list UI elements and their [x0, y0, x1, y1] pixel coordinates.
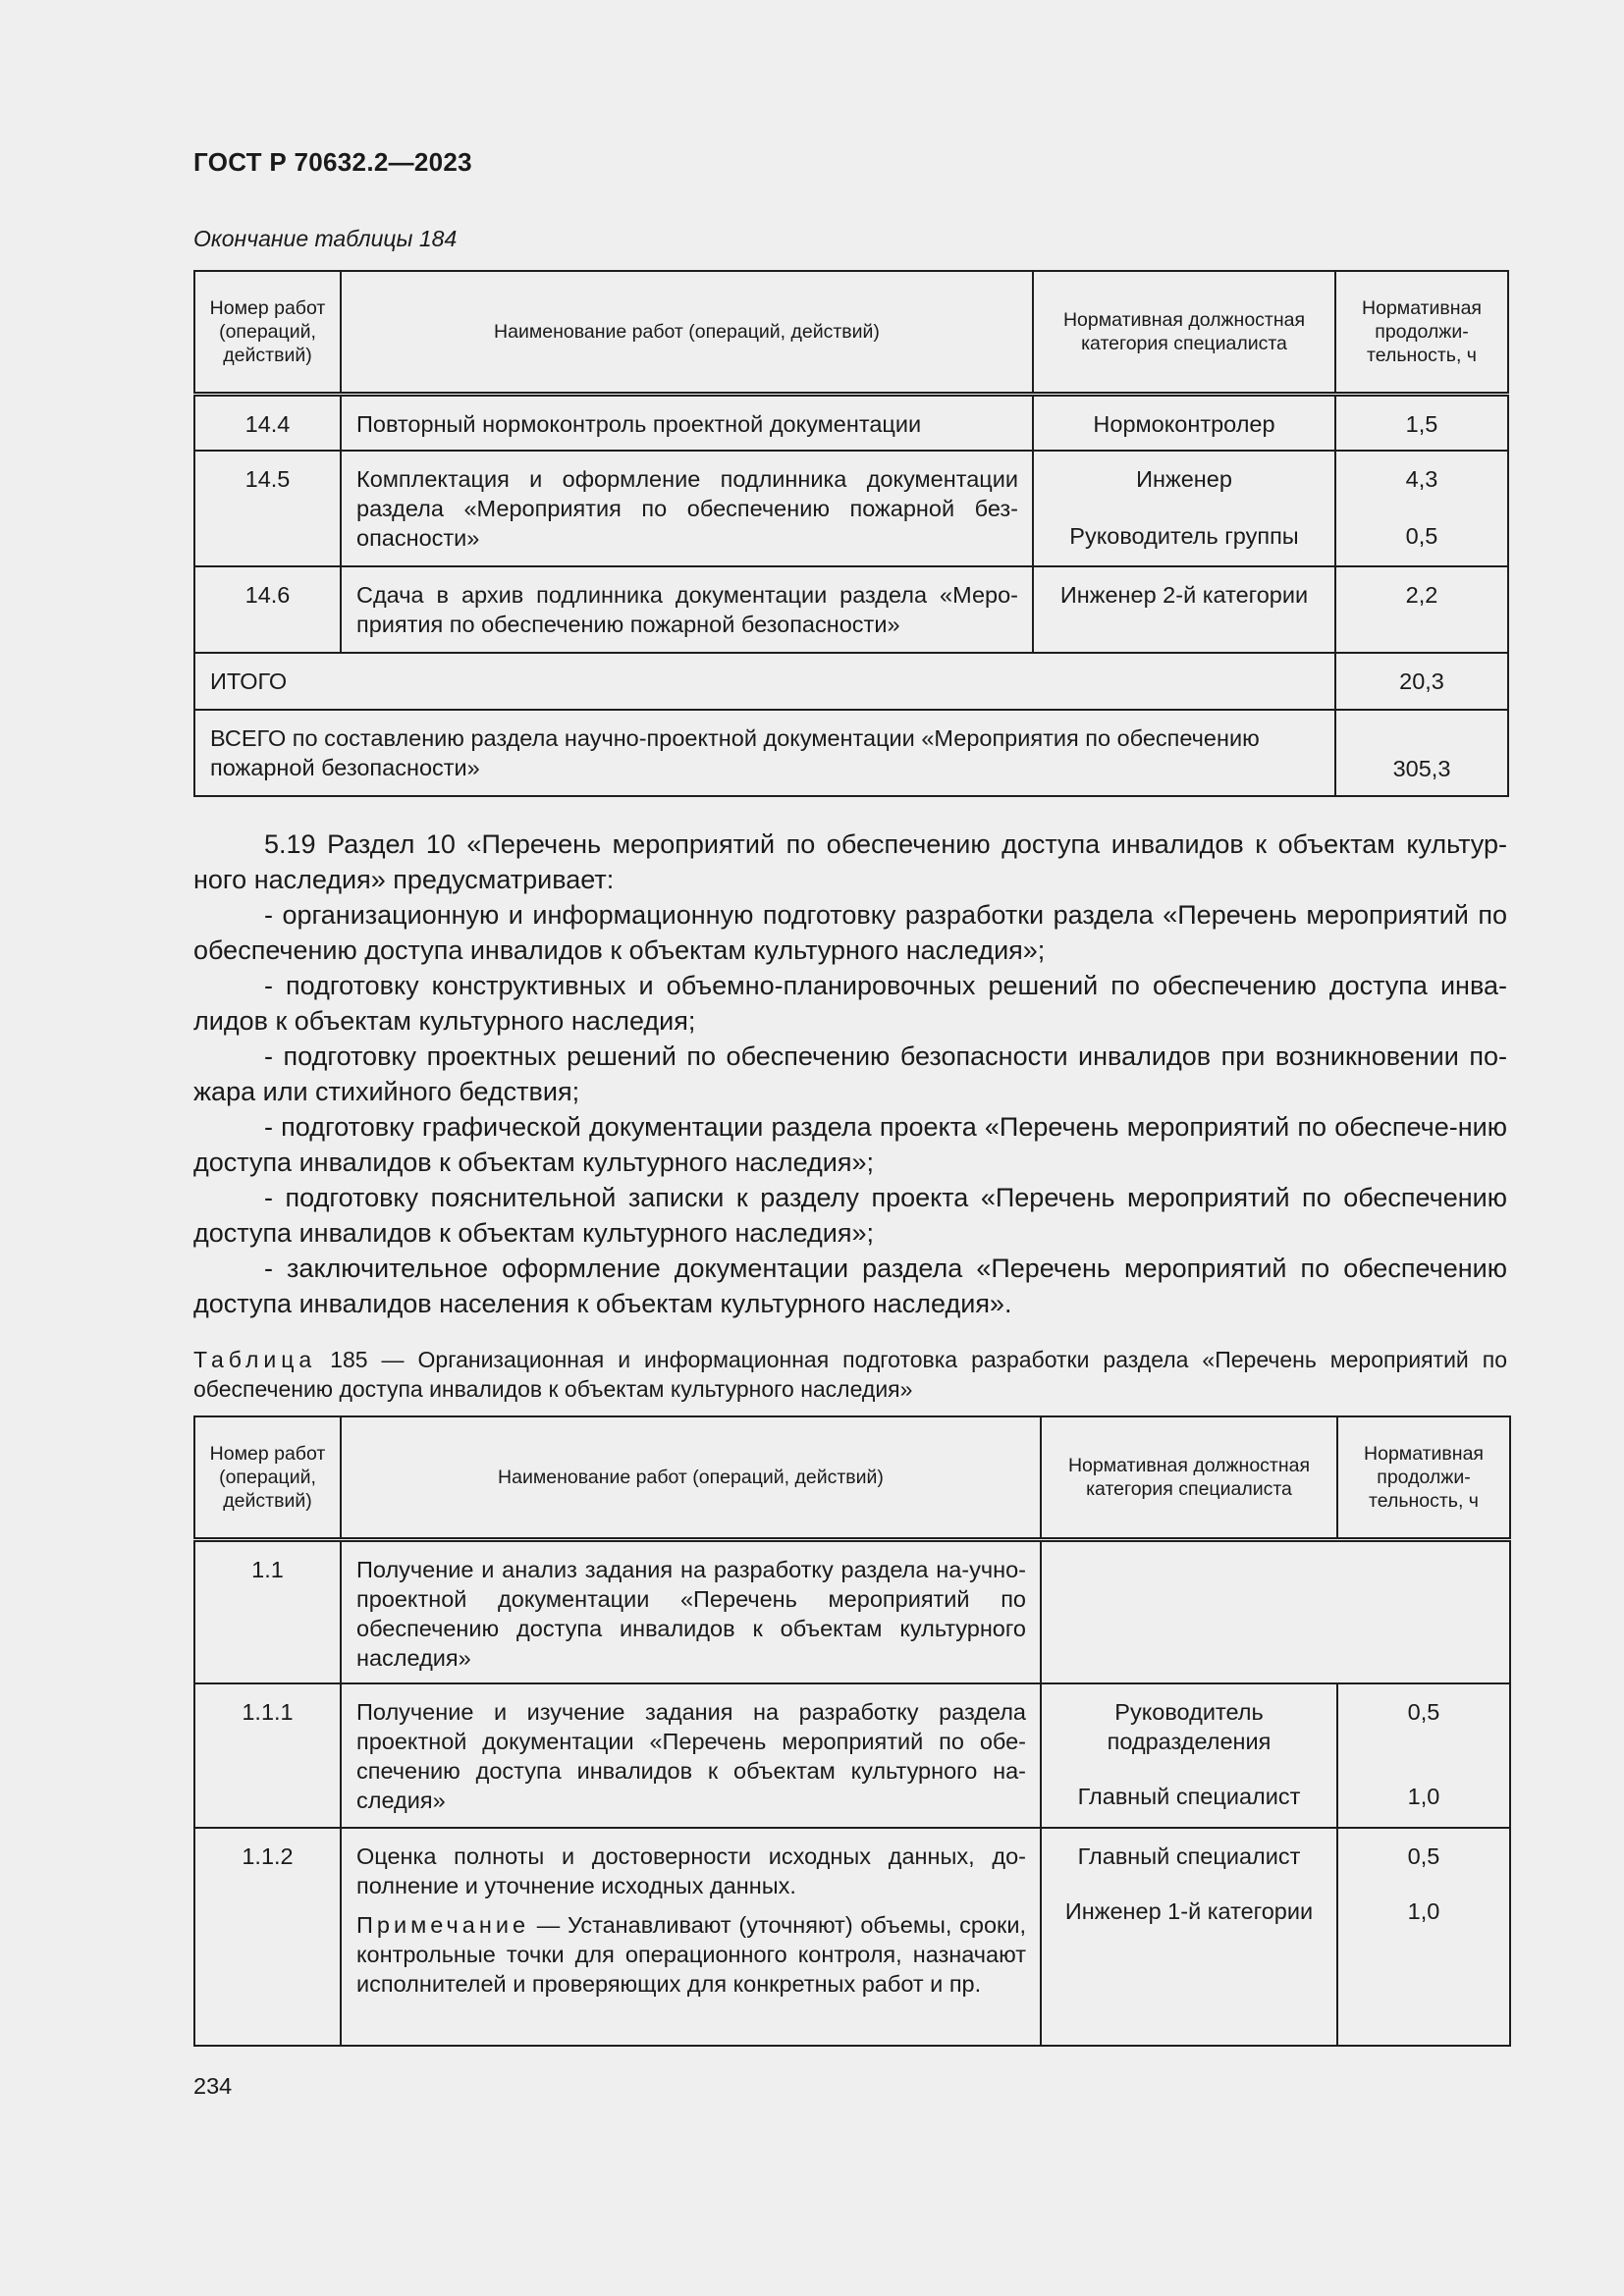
- table-row: [194, 1828, 1510, 2046]
- row-name: Сдача в архив подлинника документации раздела «Меро-приятия по обеспечению пожарной безопасности»: [341, 566, 1033, 653]
- itogo-label: ИТОГО: [194, 653, 1335, 710]
- col-header-number: Номер работ (операций, действий): [194, 271, 341, 394]
- list-item: - подготовку графической документации раздела проекта «Перечень мероприятий по обеспече-нию доступа инвалидов к объектам культурного наследия»;: [193, 1112, 1507, 1177]
- row-duration: 2,2: [1335, 566, 1508, 653]
- row-note: [356, 1910, 1026, 1999]
- category-line: Руководитель подразделения: [1107, 1698, 1272, 1754]
- category-line: Руководитель группы: [1069, 523, 1299, 549]
- paragraph-intro: 5.19 Раздел 10 «Перечень мероприятий по обеспечению доступа инвалидов к объектам культур-ного наследия» предусматривает:: [193, 829, 1507, 894]
- table-row-vsego: [194, 710, 1508, 796]
- page-number: 234: [193, 2073, 233, 2099]
- row-category: [1041, 1828, 1337, 2046]
- table-row: [194, 1539, 1510, 1683]
- duration-line: 0,5: [1407, 1842, 1440, 1869]
- list-item: - подготовку проектных решений по обеспечению безопасности инвалидов при возникновении по-жара или стихийного бедствия;: [193, 1041, 1507, 1106]
- table-row: [194, 394, 1508, 451]
- row-category: [1041, 1683, 1337, 1828]
- itogo-value: 20,3: [1335, 653, 1508, 710]
- document-title: ГОСТ Р 70632.2—2023: [193, 147, 472, 177]
- col-header-category: Нормативная должностная категория специалиста: [1033, 271, 1335, 394]
- col-header-name: Наименование работ (операций, действий): [341, 1416, 1041, 1539]
- row-number: 1.1.1: [194, 1683, 341, 1828]
- row-duration: [1337, 1683, 1510, 1828]
- col-header-number: Номер работ (операций, действий): [194, 1416, 341, 1539]
- row-duration: 1,5: [1335, 394, 1508, 451]
- row-category: Нормоконтролер: [1033, 394, 1335, 451]
- row-category: [1033, 451, 1335, 566]
- table-row-itogo: [194, 653, 1508, 710]
- col-header-duration: Нормативная продолжи-тельность, ч: [1335, 271, 1508, 394]
- category-line: Главный специалист: [1077, 1783, 1301, 1809]
- list-item: - заключительное оформление документации раздела «Перечень мероприятий по обеспечению доступа инвалидов населения к объектам культурного наследия».: [193, 1254, 1507, 1318]
- row-number: 14.6: [194, 566, 341, 653]
- col-header-duration: Нормативная продолжи-тельность, ч: [1337, 1416, 1510, 1539]
- col-header-name: Наименование работ (операций, действий): [341, 271, 1033, 394]
- table-row: [194, 1683, 1510, 1828]
- table-row: [194, 451, 1508, 566]
- row-name: Комплектация и оформление подлинника документации раздела «Мероприятия по обеспечению пожарной без-опасности»: [341, 451, 1033, 566]
- row-number: 14.4: [194, 394, 341, 451]
- row-name: Повторный нормоконтроль проектной документации: [341, 394, 1033, 451]
- vsego-label: ВСЕГО по составлению раздела научно-проектной документации «Мероприятия по обеспечению пожарной безопасности»: [194, 710, 1335, 796]
- row-number: 1.1: [194, 1539, 341, 1683]
- category-line: Главный специалист: [1077, 1842, 1301, 1869]
- table-row: [194, 566, 1508, 653]
- duration-line: 4,3: [1405, 466, 1438, 492]
- list-item: - организационную и информационную подготовку разработки раздела «Перечень мероприятий по обеспечению доступа инвалидов к объектам культурного наследия»;: [193, 900, 1507, 965]
- vsego-value: 305,3: [1335, 710, 1508, 796]
- duration-line: 1,0: [1407, 1897, 1440, 1924]
- duration-line: 1,0: [1407, 1783, 1440, 1809]
- list-item: - подготовку пояснительной записки к разделу проекта «Перечень мероприятий по обеспечению доступа инвалидов к объектам культурного наследия»;: [193, 1183, 1507, 1248]
- row-duration: [1337, 1828, 1510, 2046]
- category-line: Инженер 1-й категории: [1064, 1897, 1314, 1924]
- table-caption-text: 185 — Организационная и информационная подготовка разработки раздела «Перечень мероприятий по обеспечению доступа инвалидов к объектам культурного наследия»: [193, 1347, 1507, 1402]
- row-name: Получение и изучение задания на разработку раздела проектной документации «Перечень мероприятий по обе-спечению доступа инвалидов к объектам культурного на-следия»: [341, 1683, 1041, 1828]
- row-number: 1.1.2: [194, 1828, 341, 2046]
- row-name-text: Оценка полноты и достоверности исходных данных, до-полнение и уточнение исходных данных.: [356, 1842, 1026, 1898]
- row-name: Получение и анализ задания на разработку раздела на-учно-проектной документации «Перечень мероприятий по обеспечению доступа инвалидов к объектам культурного наследия»: [341, 1539, 1041, 1683]
- list-item: - подготовку конструктивных и объемно-планировочных решений по обеспечению доступа инва-лидов к объектам культурного наследия;: [193, 971, 1507, 1036]
- table-185-caption: [193, 1345, 1507, 1404]
- section-5-19-text: [193, 827, 1507, 1321]
- table-continuation-caption: Окончание таблицы 184: [193, 226, 458, 251]
- table-185: [193, 1415, 1511, 2047]
- row-category: Инженер 2-й категории: [1033, 566, 1335, 653]
- col-header-category: Нормативная должностная категория специалиста: [1041, 1416, 1337, 1539]
- duration-line: 0,5: [1405, 523, 1438, 549]
- table-caption-word: Таблица: [193, 1347, 317, 1372]
- category-line: Инженер: [1136, 466, 1232, 492]
- row-empty: [1041, 1539, 1510, 1683]
- row-duration: [1335, 451, 1508, 566]
- row-name: [341, 1828, 1041, 2046]
- note-text: — Устанавливают (уточняют) объемы, сроки, контрольные точки для операционного контроля, назначают исполнителей и проверяющих для конкретных работ и пр.: [356, 1911, 1026, 1997]
- row-number: 14.5: [194, 451, 341, 566]
- note-label: Примечание: [356, 1911, 530, 1938]
- table-184: [193, 270, 1509, 797]
- duration-line: 0,5: [1407, 1698, 1440, 1725]
